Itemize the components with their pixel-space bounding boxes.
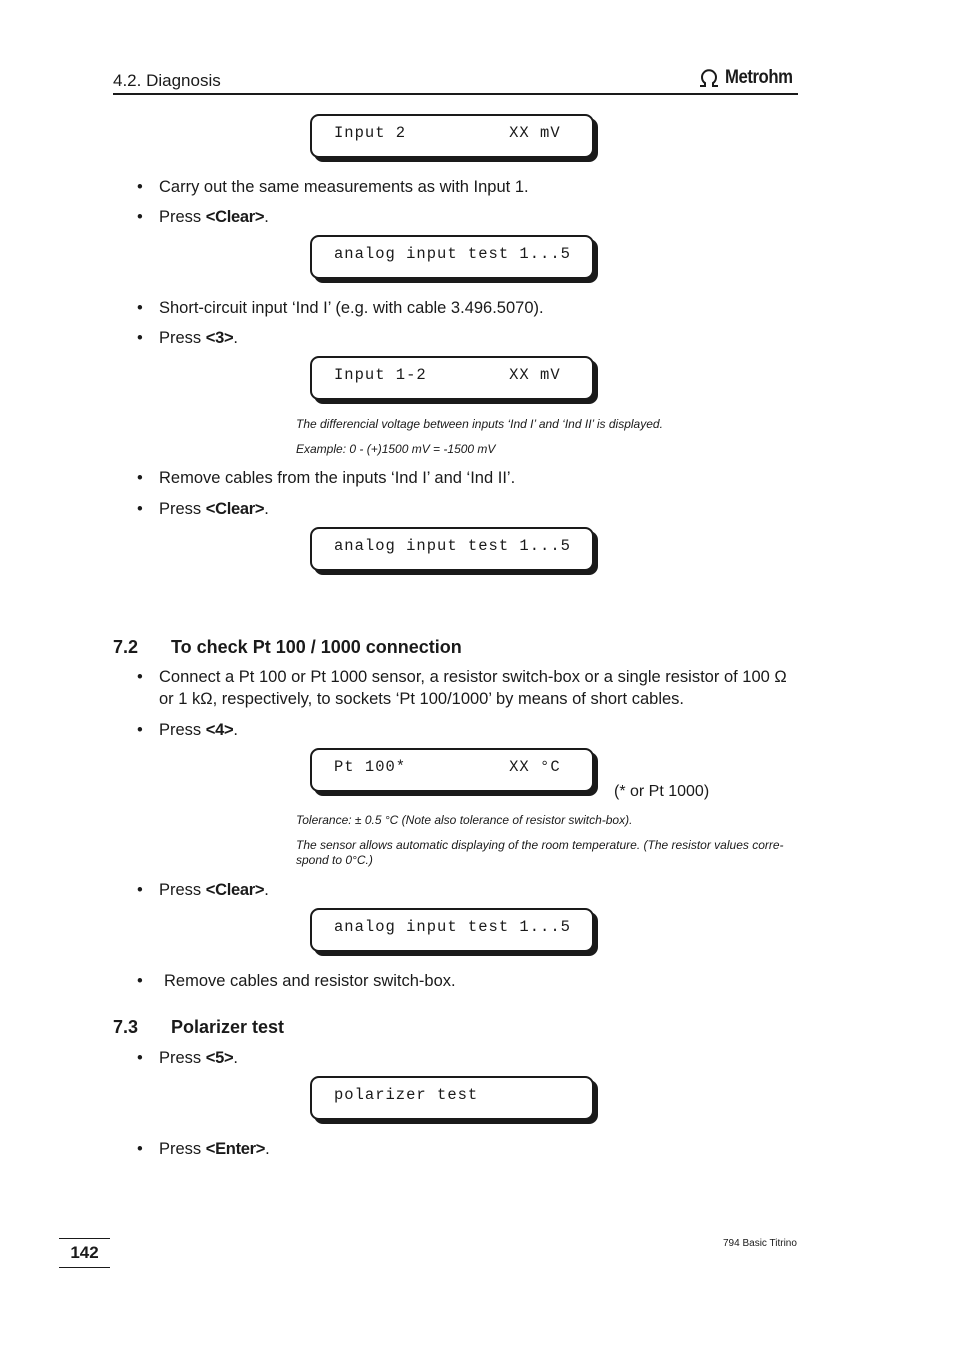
page-number: 142 (59, 1238, 110, 1268)
brand-logo (697, 67, 802, 89)
display-screen (310, 114, 594, 158)
list-item-text: Press <Enter>. (159, 1140, 270, 1158)
list-item-text: Remove cables and resistor switch-box. (164, 972, 456, 990)
section-number: 7.2 (113, 637, 139, 657)
bullet-icon: • (137, 178, 143, 196)
key-label: <Clear> (205, 500, 265, 518)
display-text: Input 2 XX mV (334, 124, 561, 142)
bullet-icon: • (137, 208, 143, 226)
note-text: The sensor allows automatic displaying of the room temperature. (The resistor values corre-spond to 0°C.) (296, 838, 784, 867)
list-item-text: Press <Clear>. (159, 208, 269, 226)
display-screen (310, 1076, 594, 1120)
key-label: <Clear> (205, 881, 265, 899)
key-label: <4> (205, 721, 234, 739)
header-rule (113, 93, 798, 95)
display-text: analog input test 1...5 (334, 245, 571, 263)
list-item-text: Press <Clear>. (159, 500, 269, 518)
key-label: <Clear> (205, 208, 265, 226)
key-label: <5> (205, 1049, 234, 1067)
display-screen (310, 356, 594, 400)
list-item-text: Short-circuit input ‘Ind I’ (e.g. with cable 3.496.5070). (159, 299, 544, 317)
note-text: Example: 0 - (+)1500 mV = -1500 mV (296, 442, 496, 456)
section-title: To check Pt 100 / 1000 connection (171, 637, 462, 657)
list-item-text: Connect a Pt 100 or Pt 1000 sensor, a resistor switch-box or a single resistor of 100 Ω or 1 kΩ, respectively, to sockets ‘Pt 100/1000’ by means of short cables. (159, 668, 787, 708)
display-text: Input 1-2 XX mV (334, 366, 561, 384)
bullet-icon: • (137, 469, 143, 487)
bullet-icon: • (137, 299, 143, 317)
bullet-icon: • (137, 1049, 143, 1067)
list-item-text: Remove cables from the inputs ‘Ind I’ and ‘Ind II’. (159, 469, 516, 487)
display-text: analog input test 1...5 (334, 918, 571, 936)
footer-product: 794 Basic Titrino (723, 1238, 797, 1249)
side-note: (* or Pt 1000) (614, 783, 710, 800)
bullet-icon: • (137, 329, 143, 347)
key-label: <3> (205, 329, 234, 347)
omega-icon (697, 68, 721, 88)
bullet-icon: • (137, 1140, 143, 1158)
display-screen (310, 748, 594, 792)
brand-name: Metrohm (725, 67, 793, 88)
list-item-text: Press <5>. (159, 1049, 238, 1067)
list-item-text: Press <4>. (159, 721, 238, 739)
bullet-icon: • (137, 721, 143, 739)
list-item-text: Carry out the same measurements as with Input 1. (159, 178, 529, 196)
display-screen (310, 235, 594, 279)
section-title: Polarizer test (171, 1017, 285, 1037)
display-text: Pt 100* XX °C (334, 758, 561, 776)
bullet-icon: • (137, 668, 143, 686)
note-text: Tolerance: ± 0.5 °C (Note also tolerance of resistor switch-box). (296, 813, 633, 827)
note-text: The differencial voltage between inputs ‘Ind I’ and ‘Ind II’ is displayed. (296, 417, 663, 431)
running-header-section: 4.2. Diagnosis (113, 71, 221, 90)
section-number: 7.3 (113, 1017, 139, 1037)
bullet-icon: • (137, 881, 143, 899)
bullet-icon: • (137, 500, 143, 518)
list-item-text: Press <Clear>. (159, 881, 269, 899)
display-text: polarizer test (334, 1086, 479, 1104)
display-screen (310, 527, 594, 571)
bullet-icon: • (137, 972, 143, 990)
display-text: analog input test 1...5 (334, 537, 571, 555)
key-label: <Enter> (205, 1140, 266, 1158)
display-screen (310, 908, 594, 952)
list-item-text: Press <3>. (159, 329, 238, 347)
